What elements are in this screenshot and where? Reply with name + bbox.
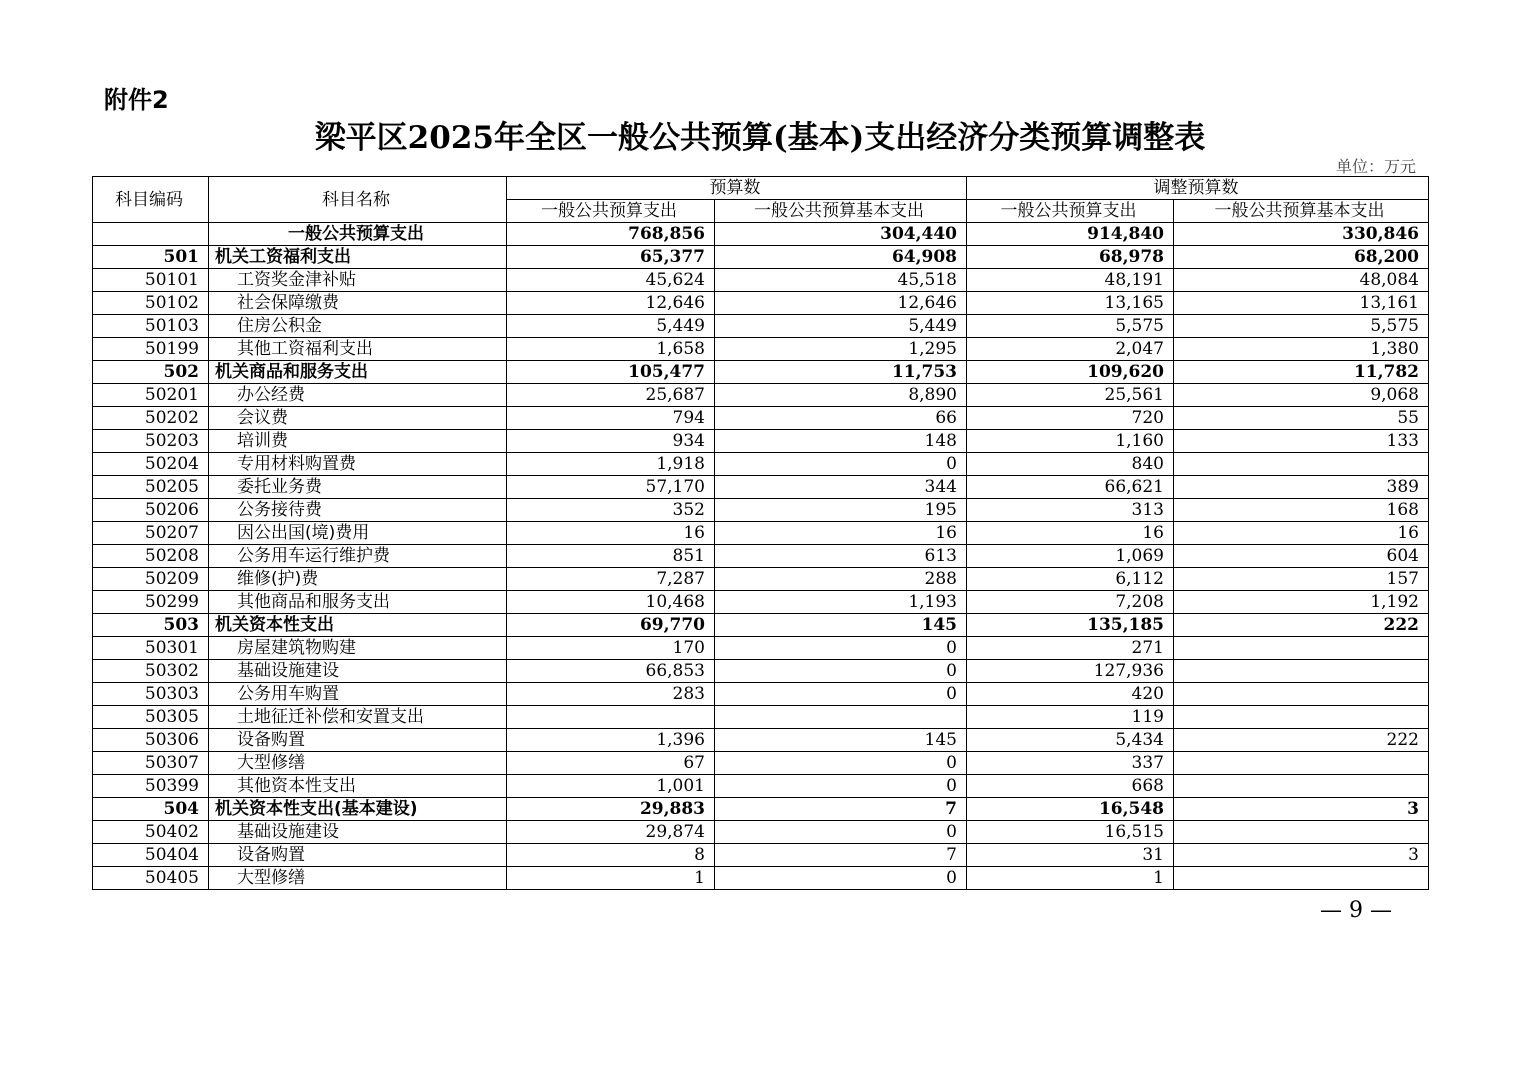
row-code: 501 — [93, 246, 209, 269]
table-row — [93, 430, 1429, 453]
table-row — [93, 361, 1429, 384]
row-name: 大型修缮 — [209, 867, 507, 890]
header-budget-group: 预算数 — [507, 177, 967, 200]
row-adjusted-basic: 11,782 — [1174, 361, 1429, 384]
row-adjusted-general: 16 — [967, 522, 1174, 545]
row-budget-basic: 0 — [715, 660, 967, 683]
table-row — [93, 867, 1429, 890]
row-adjusted-general: 66,621 — [967, 476, 1174, 499]
page-number: — 9 — — [1320, 898, 1392, 923]
row-adjusted-basic — [1174, 706, 1429, 729]
row-adjusted-basic: 389 — [1174, 476, 1429, 499]
row-code: 50301 — [93, 637, 209, 660]
table-row — [93, 637, 1429, 660]
row-adjusted-basic: 13,161 — [1174, 292, 1429, 315]
row-name: 基础设施建设 — [209, 821, 507, 844]
row-budget-basic: 148 — [715, 430, 967, 453]
table-row — [93, 384, 1429, 407]
row-adjusted-basic: 1,192 — [1174, 591, 1429, 614]
row-adjusted-basic: 168 — [1174, 499, 1429, 522]
table-row — [93, 292, 1429, 315]
row-code: 50303 — [93, 683, 209, 706]
row-adjusted-general: 16,515 — [967, 821, 1174, 844]
row-budget-general — [507, 706, 715, 729]
row-budget-general: 65,377 — [507, 246, 715, 269]
row-code: 50204 — [93, 453, 209, 476]
row-name: 住房公积金 — [209, 315, 507, 338]
row-adjusted-general: 2,047 — [967, 338, 1174, 361]
header-adjusted-group: 调整预算数 — [967, 177, 1429, 200]
row-name: 公务用车运行维护费 — [209, 545, 507, 568]
table-row — [93, 315, 1429, 338]
table-row — [93, 844, 1429, 867]
row-code — [93, 223, 209, 246]
row-code: 50306 — [93, 729, 209, 752]
row-name: 土地征迁补偿和安置支出 — [209, 706, 507, 729]
table-row — [93, 568, 1429, 591]
row-budget-basic: 12,646 — [715, 292, 967, 315]
row-budget-general: 934 — [507, 430, 715, 453]
row-adjusted-general: 127,936 — [967, 660, 1174, 683]
row-code: 50101 — [93, 269, 209, 292]
row-code: 50208 — [93, 545, 209, 568]
header-budget-basic: 一般公共预算基本支出 — [715, 200, 967, 223]
row-budget-general: 5,449 — [507, 315, 715, 338]
row-adjusted-basic: 55 — [1174, 407, 1429, 430]
table-body — [93, 223, 1429, 890]
row-budget-basic: 7 — [715, 798, 967, 821]
row-code: 50404 — [93, 844, 209, 867]
row-name: 会议费 — [209, 407, 507, 430]
row-adjusted-basic — [1174, 752, 1429, 775]
row-adjusted-general: 119 — [967, 706, 1174, 729]
row-adjusted-basic — [1174, 683, 1429, 706]
row-code: 50201 — [93, 384, 209, 407]
row-name: 设备购置 — [209, 729, 507, 752]
row-name: 公务用车购置 — [209, 683, 507, 706]
row-name: 公务接待费 — [209, 499, 507, 522]
row-adjusted-general: 16,548 — [967, 798, 1174, 821]
row-name: 机关工资福利支出 — [209, 246, 507, 269]
row-code: 50302 — [93, 660, 209, 683]
row-name: 办公经费 — [209, 384, 507, 407]
table-row — [93, 476, 1429, 499]
row-budget-basic: 0 — [715, 775, 967, 798]
row-adjusted-basic: 604 — [1174, 545, 1429, 568]
row-budget-basic: 0 — [715, 752, 967, 775]
header-name: 科目名称 — [209, 177, 507, 223]
row-adjusted-general: 48,191 — [967, 269, 1174, 292]
row-budget-general: 1,396 — [507, 729, 715, 752]
header-adjusted-basic: 一般公共预算基本支出 — [1174, 200, 1429, 223]
table-row — [93, 798, 1429, 821]
row-budget-basic: 45,518 — [715, 269, 967, 292]
row-adjusted-basic: 3 — [1174, 844, 1429, 867]
row-budget-basic: 11,753 — [715, 361, 967, 384]
row-adjusted-basic: 222 — [1174, 729, 1429, 752]
row-code: 50399 — [93, 775, 209, 798]
row-budget-general: 12,646 — [507, 292, 715, 315]
row-budget-basic: 0 — [715, 683, 967, 706]
row-adjusted-basic: 1,380 — [1174, 338, 1429, 361]
budget-table — [92, 176, 1429, 890]
row-budget-basic: 0 — [715, 867, 967, 890]
row-budget-general: 10,468 — [507, 591, 715, 614]
row-code: 50205 — [93, 476, 209, 499]
row-adjusted-general: 720 — [967, 407, 1174, 430]
unit-label: 单位：万元 — [1335, 157, 1416, 176]
row-adjusted-basic — [1174, 867, 1429, 890]
table-row — [93, 660, 1429, 683]
row-adjusted-general: 135,185 — [967, 614, 1174, 637]
row-budget-general: 16 — [507, 522, 715, 545]
row-name: 机关资本性支出 — [209, 614, 507, 637]
row-adjusted-basic: 5,575 — [1174, 315, 1429, 338]
table-row — [93, 775, 1429, 798]
row-code: 502 — [93, 361, 209, 384]
row-budget-general: 69,770 — [507, 614, 715, 637]
row-budget-general: 283 — [507, 683, 715, 706]
row-budget-basic: 195 — [715, 499, 967, 522]
row-adjusted-general: 337 — [967, 752, 1174, 775]
row-adjusted-general: 109,620 — [967, 361, 1174, 384]
attachment-label: 附件2 — [104, 86, 169, 114]
row-name: 专用材料购置费 — [209, 453, 507, 476]
row-adjusted-general: 7,208 — [967, 591, 1174, 614]
table-row — [93, 338, 1429, 361]
row-budget-general: 768,856 — [507, 223, 715, 246]
row-code: 504 — [93, 798, 209, 821]
row-budget-general: 105,477 — [507, 361, 715, 384]
row-adjusted-general: 5,575 — [967, 315, 1174, 338]
row-budget-general: 8 — [507, 844, 715, 867]
table-row — [93, 821, 1429, 844]
row-name: 房屋建筑物购建 — [209, 637, 507, 660]
row-code: 50307 — [93, 752, 209, 775]
row-code: 50402 — [93, 821, 209, 844]
row-adjusted-basic: 222 — [1174, 614, 1429, 637]
row-adjusted-basic — [1174, 637, 1429, 660]
row-budget-basic: 0 — [715, 821, 967, 844]
row-name: 机关商品和服务支出 — [209, 361, 507, 384]
row-budget-general: 352 — [507, 499, 715, 522]
row-code: 50207 — [93, 522, 209, 545]
table-row — [93, 453, 1429, 476]
row-budget-basic: 288 — [715, 568, 967, 591]
row-budget-general: 66,853 — [507, 660, 715, 683]
row-adjusted-general: 668 — [967, 775, 1174, 798]
row-adjusted-general: 1,160 — [967, 430, 1174, 453]
row-code: 503 — [93, 614, 209, 637]
row-budget-basic: 5,449 — [715, 315, 967, 338]
header-code: 科目编码 — [93, 177, 209, 223]
row-name: 设备购置 — [209, 844, 507, 867]
row-code: 50405 — [93, 867, 209, 890]
row-adjusted-basic: 157 — [1174, 568, 1429, 591]
row-budget-basic: 8,890 — [715, 384, 967, 407]
row-budget-basic: 344 — [715, 476, 967, 499]
row-code: 50209 — [93, 568, 209, 591]
row-adjusted-basic: 68,200 — [1174, 246, 1429, 269]
table-row — [93, 614, 1429, 637]
row-code: 50203 — [93, 430, 209, 453]
row-budget-general: 1,001 — [507, 775, 715, 798]
row-budget-general: 45,624 — [507, 269, 715, 292]
row-budget-basic: 0 — [715, 637, 967, 660]
row-adjusted-basic: 330,846 — [1174, 223, 1429, 246]
row-adjusted-general: 25,561 — [967, 384, 1174, 407]
row-code: 50202 — [93, 407, 209, 430]
row-budget-general: 7,287 — [507, 568, 715, 591]
row-name: 其他商品和服务支出 — [209, 591, 507, 614]
row-name: 维修(护)费 — [209, 568, 507, 591]
row-adjusted-basic: 133 — [1174, 430, 1429, 453]
row-adjusted-general: 271 — [967, 637, 1174, 660]
row-name: 基础设施建设 — [209, 660, 507, 683]
row-budget-basic: 304,440 — [715, 223, 967, 246]
row-budget-basic: 64,908 — [715, 246, 967, 269]
row-adjusted-general: 1,069 — [967, 545, 1174, 568]
row-adjusted-general: 5,434 — [967, 729, 1174, 752]
row-adjusted-general: 13,165 — [967, 292, 1174, 315]
row-budget-general: 25,687 — [507, 384, 715, 407]
table-row — [93, 522, 1429, 545]
row-adjusted-basic — [1174, 660, 1429, 683]
table-row — [93, 499, 1429, 522]
row-adjusted-general: 420 — [967, 683, 1174, 706]
row-name: 社会保障缴费 — [209, 292, 507, 315]
row-budget-basic: 1,193 — [715, 591, 967, 614]
row-name: 因公出国(境)费用 — [209, 522, 507, 545]
row-code: 50199 — [93, 338, 209, 361]
table-row — [93, 706, 1429, 729]
row-adjusted-basic — [1174, 775, 1429, 798]
row-adjusted-basic: 3 — [1174, 798, 1429, 821]
row-adjusted-general: 840 — [967, 453, 1174, 476]
row-adjusted-general: 31 — [967, 844, 1174, 867]
row-adjusted-general: 313 — [967, 499, 1174, 522]
row-adjusted-basic: 48,084 — [1174, 269, 1429, 292]
table-row — [93, 223, 1429, 246]
row-adjusted-basic: 16 — [1174, 522, 1429, 545]
row-budget-basic — [715, 706, 967, 729]
page-title: 梁平区2025年全区一般公共预算(基本)支出经济分类预算调整表 — [314, 120, 1206, 156]
table-row — [93, 246, 1429, 269]
row-budget-general: 794 — [507, 407, 715, 430]
row-budget-general: 851 — [507, 545, 715, 568]
row-adjusted-general: 6,112 — [967, 568, 1174, 591]
row-code: 50206 — [93, 499, 209, 522]
row-adjusted-basic — [1174, 453, 1429, 476]
row-budget-basic: 66 — [715, 407, 967, 430]
row-code: 50305 — [93, 706, 209, 729]
row-name: 委托业务费 — [209, 476, 507, 499]
table-row — [93, 683, 1429, 706]
row-name: 一般公共预算支出 — [209, 223, 507, 246]
row-adjusted-basic — [1174, 821, 1429, 844]
row-budget-general: 29,874 — [507, 821, 715, 844]
row-name: 工资奖金津补贴 — [209, 269, 507, 292]
row-budget-general: 57,170 — [507, 476, 715, 499]
row-code: 50299 — [93, 591, 209, 614]
row-budget-basic: 7 — [715, 844, 967, 867]
row-budget-basic: 613 — [715, 545, 967, 568]
row-name: 其他资本性支出 — [209, 775, 507, 798]
row-budget-general: 29,883 — [507, 798, 715, 821]
row-name: 机关资本性支出(基本建设) — [209, 798, 507, 821]
row-budget-general: 67 — [507, 752, 715, 775]
row-adjusted-general: 68,978 — [967, 246, 1174, 269]
header-budget-general: 一般公共预算支出 — [507, 200, 715, 223]
table-row — [93, 752, 1429, 775]
row-adjusted-general: 914,840 — [967, 223, 1174, 246]
row-budget-general: 1,658 — [507, 338, 715, 361]
row-budget-general: 1 — [507, 867, 715, 890]
table-row — [93, 729, 1429, 752]
row-budget-basic: 1,295 — [715, 338, 967, 361]
row-budget-general: 1,918 — [507, 453, 715, 476]
row-budget-basic: 0 — [715, 453, 967, 476]
row-name: 培训费 — [209, 430, 507, 453]
row-adjusted-basic: 9,068 — [1174, 384, 1429, 407]
table-row — [93, 269, 1429, 292]
row-budget-basic: 145 — [715, 614, 967, 637]
row-code: 50102 — [93, 292, 209, 315]
row-name: 其他工资福利支出 — [209, 338, 507, 361]
row-name: 大型修缮 — [209, 752, 507, 775]
header-adjusted-general: 一般公共预算支出 — [967, 200, 1174, 223]
table-row — [93, 591, 1429, 614]
table-row — [93, 545, 1429, 568]
row-budget-general: 170 — [507, 637, 715, 660]
table-row — [93, 407, 1429, 430]
row-budget-basic: 16 — [715, 522, 967, 545]
row-adjusted-general: 1 — [967, 867, 1174, 890]
row-code: 50103 — [93, 315, 209, 338]
row-budget-basic: 145 — [715, 729, 967, 752]
